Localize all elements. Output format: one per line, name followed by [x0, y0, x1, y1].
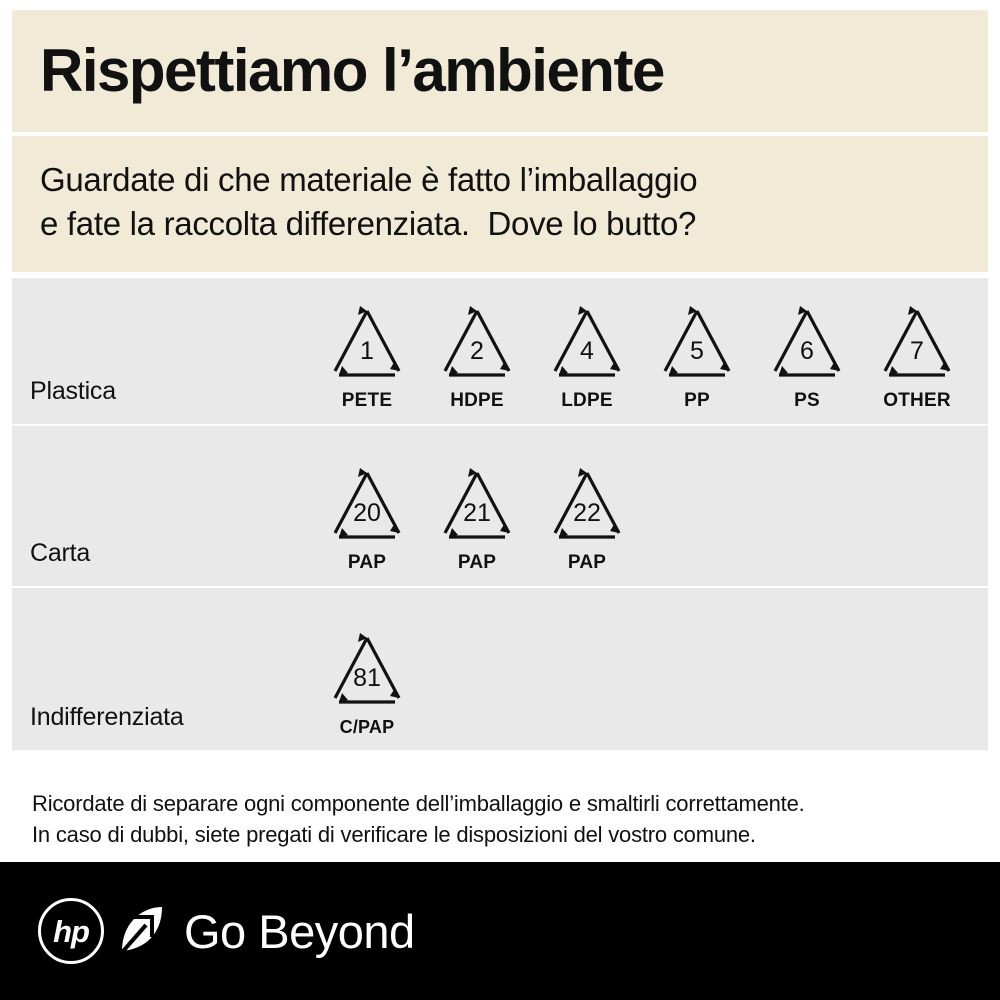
symbol-code: PAP [567, 552, 607, 573]
symbol-code: PAP [457, 552, 497, 573]
mobius-loop-icon [537, 301, 637, 387]
recycling-symbol-icon [752, 301, 862, 412]
brand-bar [0, 862, 1000, 1000]
symbol-group-carta [312, 463, 642, 574]
symbol-number: 21 [463, 499, 491, 527]
mobius-loop-icon [537, 463, 637, 549]
symbol-number: 5 [690, 337, 704, 365]
symbol-code: C/PAP [339, 717, 395, 737]
symbol-code: OTHER [883, 390, 951, 411]
brand-tagline: Go Beyond [184, 904, 415, 958]
recycling-symbol-icon [532, 301, 642, 412]
mobius-loop-icon [427, 463, 527, 549]
symbol-number: 4 [580, 337, 594, 365]
recycling-symbol-icon [642, 301, 752, 412]
recycling-symbol-icon [532, 463, 642, 574]
recycling-symbol-icon [312, 301, 422, 412]
subtitle-band [12, 136, 988, 272]
mobius-loop-icon [317, 628, 417, 714]
symbol-code: PP [684, 390, 710, 411]
row-label-plastica: Plastica [30, 377, 116, 405]
header-band [12, 10, 988, 132]
symbol-number: 7 [910, 337, 924, 365]
subtitle-line-2: e fate la raccolta differenziata. Dove lo butto? [40, 204, 697, 242]
recycling-symbol-icon [422, 463, 532, 574]
page-title: Rispettiamo l’ambiente [40, 37, 664, 104]
row-label-carta: Carta [30, 539, 91, 567]
recycling-symbol-icon [312, 463, 422, 574]
disposal-note [12, 770, 988, 862]
symbol-group-plastica [312, 301, 972, 412]
recycling-symbol-icon [422, 301, 532, 412]
note-line-1: Ricordate di separare ogni componente dell’imballaggio e smaltirli correttamente. [32, 791, 805, 816]
symbol-code: PS [794, 390, 820, 411]
table-row-carta [12, 426, 988, 588]
hp-logo-icon [38, 898, 104, 964]
symbol-number: 2 [470, 337, 484, 365]
symbol-code: HDPE [450, 390, 504, 411]
material-rows [12, 278, 988, 752]
mobius-loop-icon [867, 301, 967, 387]
symbol-number: 81 [353, 664, 381, 692]
symbol-number: 6 [800, 337, 814, 365]
symbol-code: PETE [341, 390, 393, 411]
symbol-number: 20 [353, 499, 381, 527]
leaf-arrow-icon [116, 903, 166, 959]
table-row-plastica [12, 278, 988, 426]
hp-logo-text: hp [53, 913, 89, 949]
subtitle-line-1: Guardate di che materiale è fatto l’imballaggio [40, 161, 698, 198]
note-line-2: In caso di dubbi, siete pregati di verificare le disposizioni del vostro comune. [32, 822, 756, 848]
mobius-loop-icon [647, 301, 747, 387]
recycling-symbol-icon [312, 628, 422, 738]
table-row-indifferenziata [12, 588, 988, 752]
mobius-loop-icon [317, 463, 417, 549]
mobius-loop-icon [757, 301, 857, 387]
row-label-indifferenziata: Indifferenziata [30, 703, 184, 731]
symbol-number: 1 [360, 337, 374, 365]
symbol-code: LDPE [561, 390, 613, 411]
symbol-number: 22 [573, 499, 601, 527]
mobius-loop-icon [427, 301, 527, 387]
symbol-code: PAP [347, 552, 387, 573]
recycling-symbol-icon [862, 301, 972, 412]
symbol-group-indifferenziata [312, 628, 422, 738]
mobius-loop-icon [317, 301, 417, 387]
